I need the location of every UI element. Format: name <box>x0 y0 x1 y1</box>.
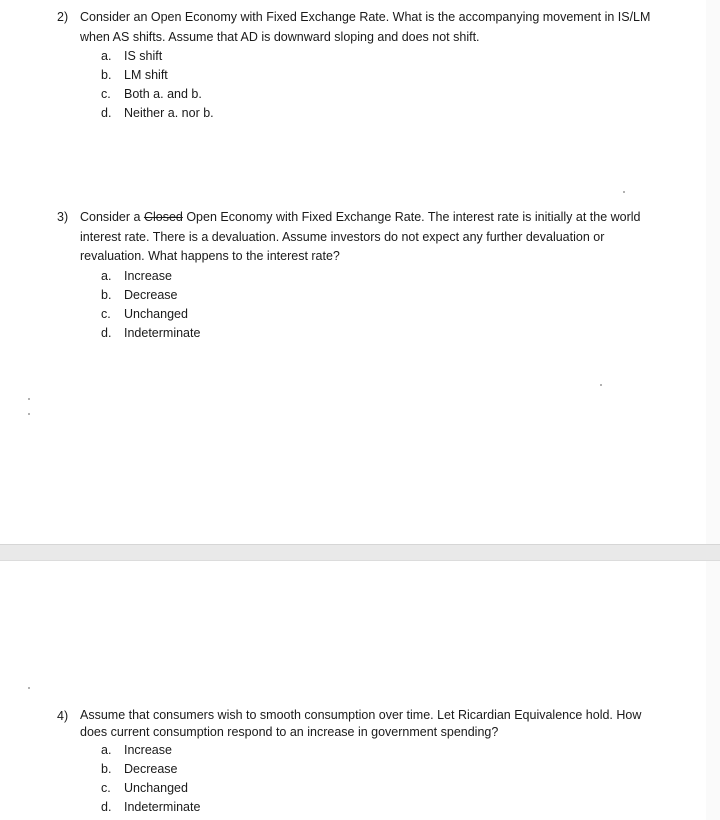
scan-speck <box>28 687 30 689</box>
scan-speck <box>623 191 625 193</box>
option-text: Indeterminate <box>124 800 201 814</box>
option-letter: b. <box>101 762 112 776</box>
answer-option <box>101 66 657 85</box>
question-number: 4) <box>57 709 69 723</box>
scan-speck <box>28 413 30 415</box>
answer-option <box>101 305 657 324</box>
option-letter: c. <box>101 781 111 795</box>
answer-options <box>57 47 657 123</box>
option-letter: b. <box>101 287 112 302</box>
option-text: IS shift <box>124 49 163 63</box>
option-letter: c. <box>101 306 111 321</box>
question-header <box>57 8 657 47</box>
question-2 <box>57 8 657 123</box>
question-header <box>57 208 657 267</box>
answer-option <box>101 798 657 817</box>
question-number: 2) <box>57 10 69 24</box>
page-right-margin <box>706 0 720 544</box>
option-letter: b. <box>101 68 112 82</box>
struck-word: Closed <box>143 210 183 224</box>
option-text: Unchanged <box>124 781 188 795</box>
answer-options <box>57 267 657 343</box>
option-letter: d. <box>101 106 112 120</box>
option-text: Decrease <box>124 762 178 776</box>
option-text: Indeterminate <box>124 325 201 340</box>
option-text: Decrease <box>124 287 178 302</box>
answer-options <box>57 741 657 817</box>
page-separator <box>0 544 720 561</box>
option-text: Both a. and b. <box>124 87 202 101</box>
question-text-rest: Open Economy with Fixed Exchange Rate. The interest rate is initially at the world interest rate. There is a devaluation. Assume investors do not expect any further devaluation or revaluation. What happens to the interest rate? <box>80 210 641 263</box>
option-letter: d. <box>101 325 112 340</box>
answer-option <box>101 779 657 798</box>
question-text: Consider an Open Economy with Fixed Exchange Rate. What is the accompanying movement in IS/LM when AS shifts. Assume that AD is downward sloping and does not shift. <box>80 10 651 44</box>
option-text: Neither a. nor b. <box>124 106 214 120</box>
option-text: Increase <box>124 743 172 757</box>
option-letter: c. <box>101 87 111 101</box>
question-header <box>57 707 657 741</box>
answer-option <box>101 324 657 343</box>
scan-speck <box>600 384 602 386</box>
question-text-start: Consider a <box>80 210 144 224</box>
option-text: LM shift <box>124 68 168 82</box>
option-letter: a. <box>101 743 112 757</box>
option-letter: d. <box>101 800 112 814</box>
scan-speck <box>28 398 30 400</box>
question-number: 3) <box>57 210 69 224</box>
answer-option <box>101 104 657 123</box>
option-text: Unchanged <box>124 306 188 321</box>
question-text: Assume that consumers wish to smooth consumption over time. Let Ricardian Equivalence hold. How does current consumption respond to an increase in government spending? <box>80 708 642 739</box>
answer-option <box>101 741 657 760</box>
answer-option <box>101 47 657 66</box>
option-letter: a. <box>101 49 112 63</box>
option-text: Increase <box>124 268 172 283</box>
page-right-margin <box>706 561 720 820</box>
answer-option <box>101 286 657 305</box>
option-letter: a. <box>101 268 112 283</box>
answer-option <box>101 760 657 779</box>
question-text <box>80 208 657 267</box>
answer-option <box>101 267 657 286</box>
answer-option <box>101 85 657 104</box>
question-4 <box>57 707 657 817</box>
question-3 <box>57 208 657 343</box>
